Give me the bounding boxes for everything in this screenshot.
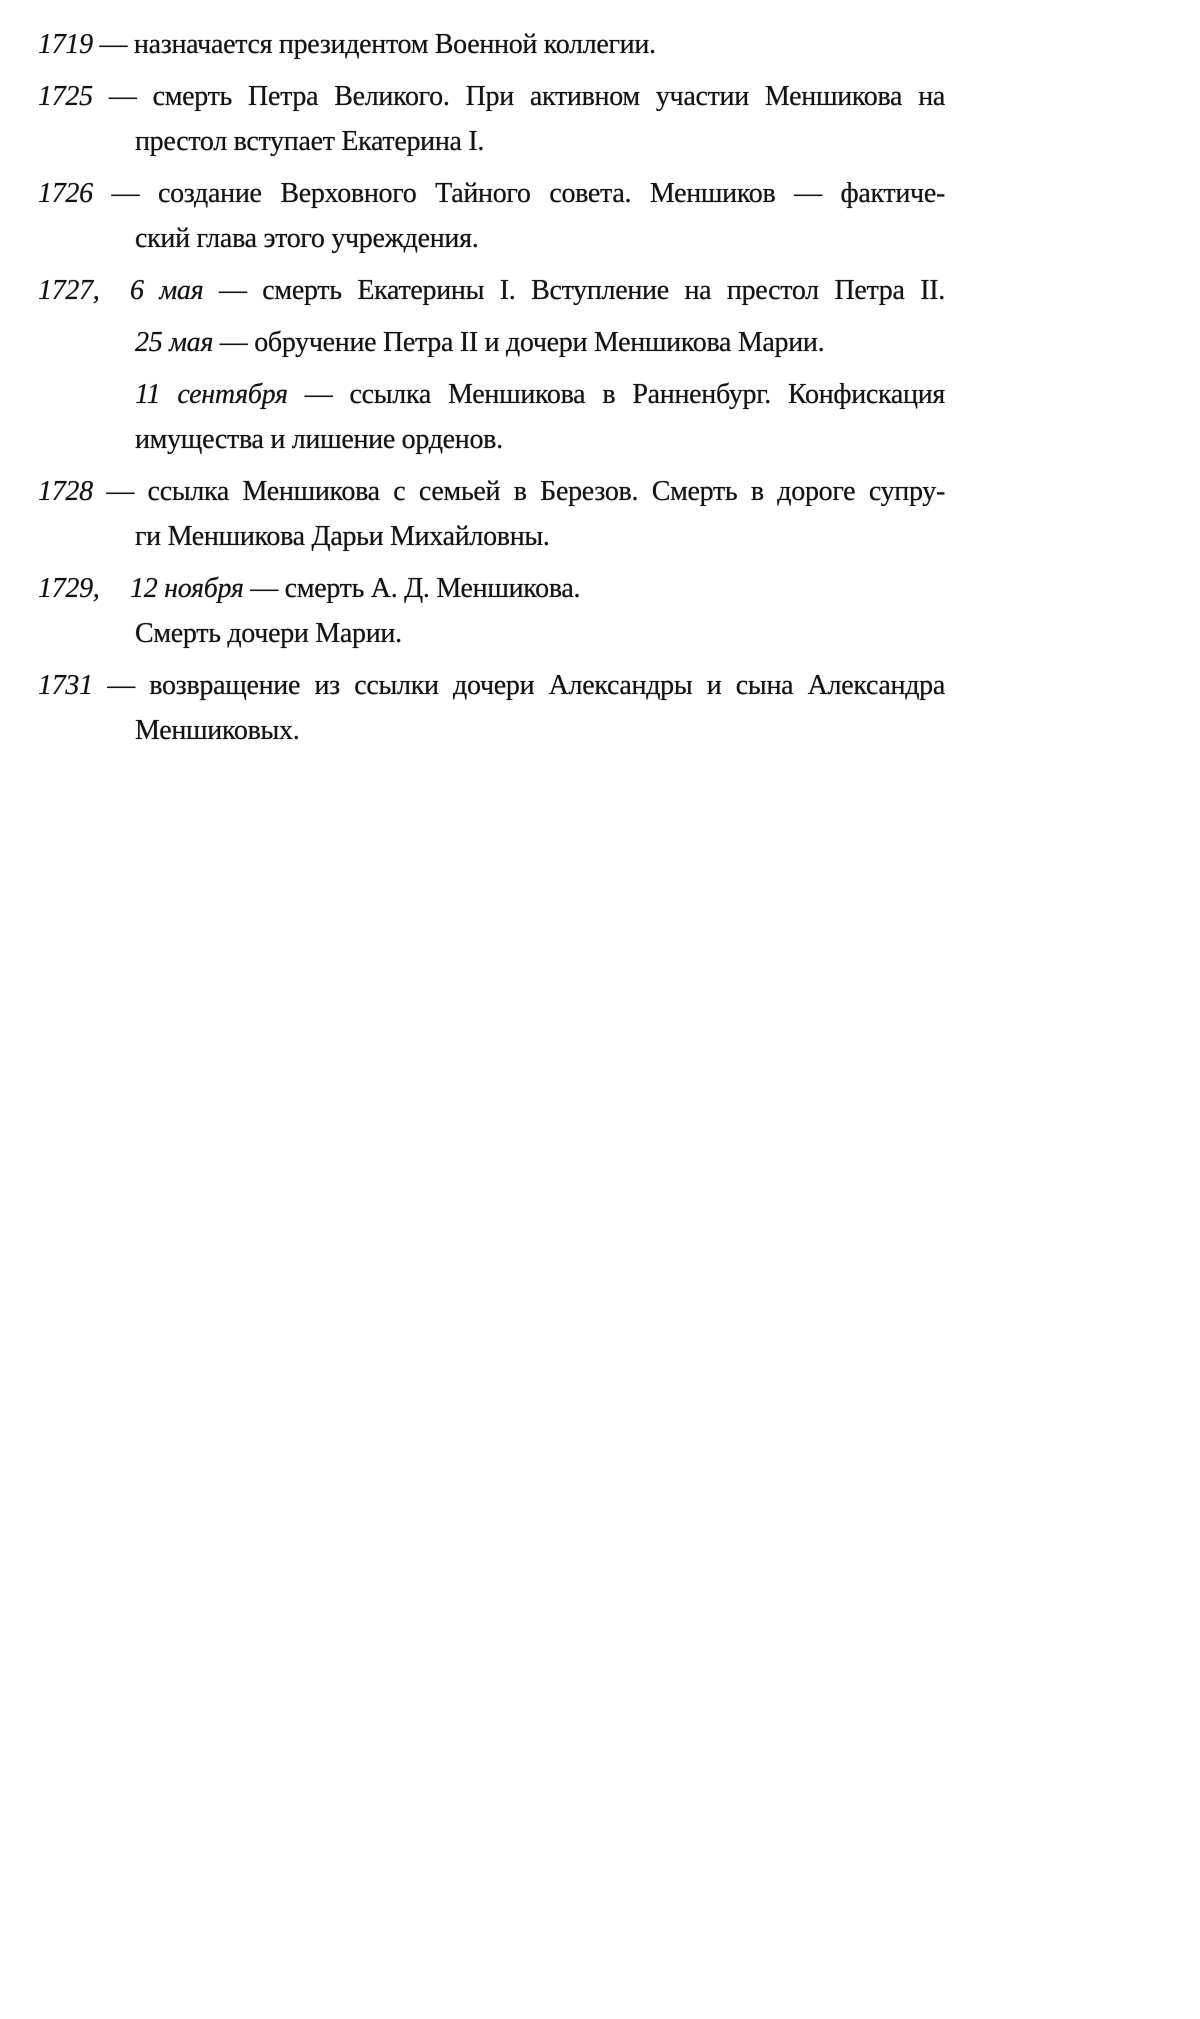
date-label: 6 мая bbox=[130, 275, 204, 306]
timeline-line-1731-continuation bbox=[38, 708, 945, 753]
entry-text: — смерть Петра Великого. При активном участии Меншикова на bbox=[108, 81, 945, 112]
date-label: 11 сентября bbox=[135, 379, 288, 410]
year-label: 1725 bbox=[38, 81, 93, 112]
year-label: 1728 bbox=[38, 476, 93, 507]
timeline-line-1719 bbox=[38, 22, 945, 67]
timeline-line-1729 bbox=[38, 566, 945, 611]
timeline-line-25-may bbox=[38, 320, 945, 365]
date-label: 12 ноября bbox=[130, 573, 244, 604]
entry-text: — обручение Петра II и дочери Меншикова Марии. bbox=[219, 327, 825, 358]
entry-text: — возвращение из ссылки дочери Александры и сына Александра bbox=[107, 670, 946, 701]
year-label: 1731 bbox=[38, 670, 93, 701]
entry-text: — смерть Екатерины I. Вступление на престол Петра II. bbox=[218, 275, 945, 306]
entry-text: — создание Верховного Тайного совета. Меншиков — фактиче- bbox=[111, 178, 945, 209]
entry-text: Меншиковых. bbox=[135, 715, 300, 746]
year-label: 1729, bbox=[38, 573, 100, 604]
entry-text: Смерть дочери Марии. bbox=[135, 618, 402, 649]
entry-text: ги Меншикова Дарьи Михайловны. bbox=[135, 521, 550, 552]
entry-text: ский глава этого учреждения. bbox=[135, 223, 479, 254]
entry-text: — назначается президентом Военной коллегии. bbox=[99, 29, 656, 60]
entry-text: — ссылка Меншикова с семьей в Березов. Смерть в дороге супру- bbox=[106, 476, 946, 507]
timeline-line-1726-continuation bbox=[38, 216, 945, 261]
timeline-line-1729-continuation bbox=[38, 611, 945, 656]
entry-text: — смерть А. Д. Меншикова. bbox=[250, 573, 581, 604]
timeline-line-1728-continuation bbox=[38, 514, 945, 559]
year-label: 1719 bbox=[38, 29, 93, 60]
timeline-line-1731 bbox=[38, 663, 945, 708]
timeline-line-11-september-continuation bbox=[38, 417, 945, 462]
year-label: 1726 bbox=[38, 178, 93, 209]
timeline-line-1726 bbox=[38, 171, 945, 216]
timeline-line-1728 bbox=[38, 469, 945, 514]
timeline-line-11-september bbox=[38, 372, 945, 417]
chronology-text-block bbox=[38, 22, 945, 753]
entry-text: престол вступает Екатерина I. bbox=[135, 126, 485, 157]
entry-text: — ссылка Меншикова в Ранненбург. Конфискация bbox=[304, 379, 945, 410]
entry-text: имущества и лишение орденов. bbox=[135, 424, 503, 455]
timeline-line-1727 bbox=[38, 268, 945, 313]
timeline-line-1725-continuation bbox=[38, 119, 945, 164]
date-label: 25 мая bbox=[135, 327, 214, 358]
timeline-line-1725 bbox=[38, 74, 945, 119]
year-label: 1727, bbox=[38, 275, 100, 306]
